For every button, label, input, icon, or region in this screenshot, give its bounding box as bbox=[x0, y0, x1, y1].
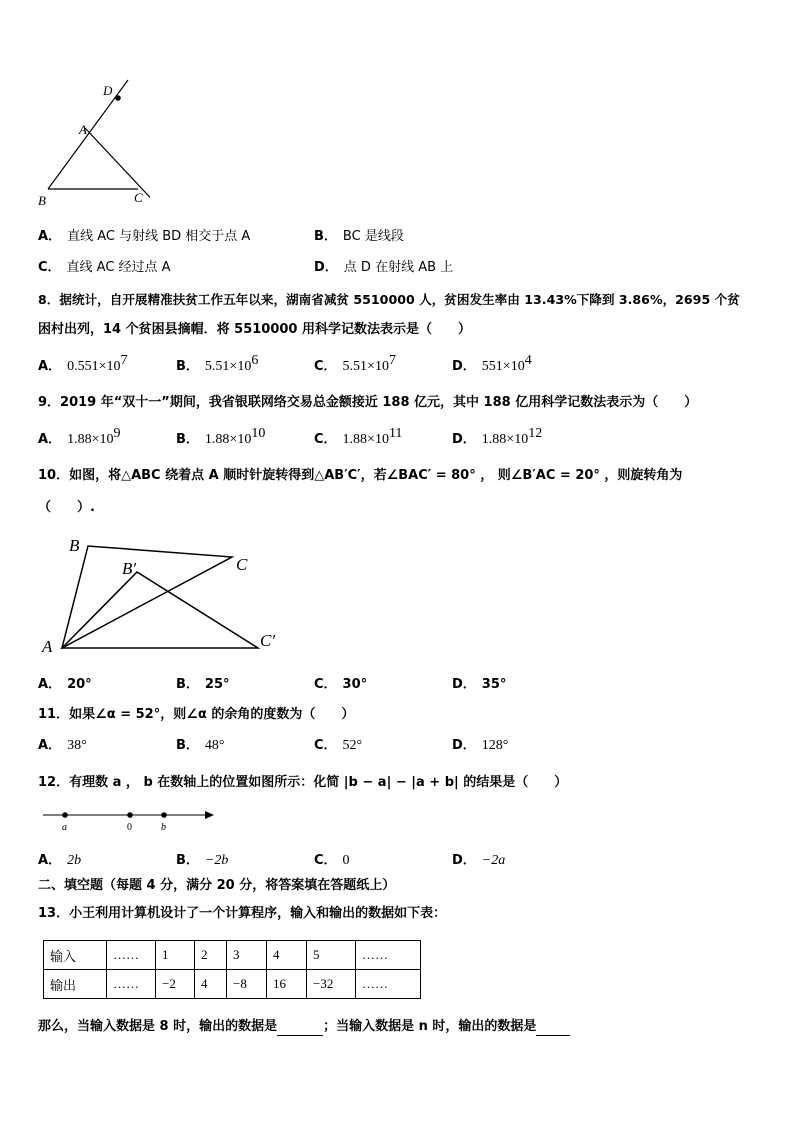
table-row-input bbox=[44, 941, 421, 970]
axis-arrow bbox=[205, 811, 214, 819]
answer-blank-2[interactable] bbox=[536, 1019, 570, 1036]
label-b-prime: B′ bbox=[122, 559, 137, 578]
table-cell: …… bbox=[107, 970, 156, 999]
label-b: B bbox=[38, 193, 46, 208]
q8-option-b[interactable]: B． $5.51\times 10^6$ bbox=[176, 353, 259, 374]
table-cell: 4 bbox=[267, 941, 307, 970]
point-zero bbox=[127, 812, 133, 818]
label-c-prime: C′ bbox=[260, 631, 276, 650]
q7-option-c[interactable]: C． 直线 AC 经过点 A bbox=[38, 260, 171, 275]
q9-option-c[interactable]: C． $1.88\times 10^{11}$ bbox=[314, 426, 403, 447]
table-cell: …… bbox=[356, 970, 421, 999]
q11-stem: 11．如果∠α = 52°，则∠α 的余角的度数为（ ） bbox=[38, 707, 355, 722]
triangle-ab-prime-c-prime bbox=[62, 572, 258, 648]
q9-stem: 9．2019 年“双十一”期间，我省银联网络交易总金额接近 188 亿元，其中 188 亿用科学记数法表示为（ ） bbox=[38, 395, 698, 410]
q13-answer-prompt-2: ；当输入数据是 n 时，输出的数据是 bbox=[323, 1019, 537, 1034]
q8-stem-line1: 8．据统计，自开展精准扶贫工作五年以来，湖南省减贫 5510000 人，贫困发生率由 13.43%下降到 3.86%，2695 个贫 bbox=[38, 292, 740, 307]
q13-stem: 13．小王利用计算机设计了一个计算程序，输入和输出的数据如下表： bbox=[38, 906, 447, 921]
io-table bbox=[43, 940, 421, 999]
q8-option-a[interactable]: A． $0.551\times 10^7$ bbox=[38, 353, 128, 374]
point-a bbox=[62, 812, 68, 818]
q8-stem-line2: 困村出列，14 个贫困县摘帽．将 5510000 用科学记数法表示是（ ） bbox=[38, 322, 471, 337]
q10-option-c[interactable]: C． 30° bbox=[314, 677, 368, 692]
label-b: b bbox=[161, 822, 166, 833]
point-b bbox=[161, 812, 167, 818]
q7-option-d[interactable]: D． 点 D 在射线 AB 上 bbox=[314, 260, 454, 275]
table-cell: 5 bbox=[307, 941, 356, 970]
table-cell: −2 bbox=[156, 970, 195, 999]
q9-option-b[interactable]: B． $1.88\times 10^{10}$ bbox=[176, 426, 266, 447]
q9-option-d[interactable]: D． $1.88\times 10^{12}$ bbox=[452, 426, 543, 447]
q12-stem: 12．有理数 a ， b 在数轴上的位置如图所示：化简 |b − a| − |a + b| 的结果是（ ） bbox=[38, 775, 568, 790]
answer-blank-1[interactable] bbox=[277, 1019, 323, 1036]
q10-option-a[interactable]: A． 20° bbox=[38, 677, 92, 692]
table-cell: 1 bbox=[156, 941, 195, 970]
q8-option-d[interactable]: D． $551\times 10^4$ bbox=[452, 353, 532, 374]
table-row-output bbox=[44, 970, 421, 999]
q7-figure bbox=[30, 78, 150, 213]
table-cell: …… bbox=[356, 941, 421, 970]
q11-option-a[interactable]: A． 38° bbox=[38, 738, 87, 753]
label-a: A bbox=[42, 637, 53, 656]
table-cell: −32 bbox=[307, 970, 356, 999]
table-cell: 输出 bbox=[44, 970, 107, 999]
q10-stem-line2: （ ）. bbox=[38, 500, 95, 515]
q11-option-c[interactable]: C． 52° bbox=[314, 738, 363, 753]
q12-option-a[interactable]: A． 2b bbox=[38, 853, 82, 868]
point-d bbox=[115, 95, 121, 101]
table-cell: −8 bbox=[227, 970, 267, 999]
label-zero: 0 bbox=[127, 822, 132, 833]
q10-option-b[interactable]: B． 25° bbox=[176, 677, 230, 692]
label-a: A bbox=[79, 122, 87, 137]
q7-option-a[interactable]: A． 直线 AC 与射线 BD 相交于点 A bbox=[38, 229, 251, 244]
q13-answer-line bbox=[38, 1018, 570, 1036]
table-cell: 16 bbox=[267, 970, 307, 999]
table-cell: 输入 bbox=[44, 941, 107, 970]
q13-answer-prompt-1: 那么，当输入数据是 8 时，输出的数据是 bbox=[38, 1019, 278, 1034]
q9-option-a[interactable]: A． $1.88\times 10^9$ bbox=[38, 426, 121, 447]
q11-option-b[interactable]: B． 48° bbox=[176, 738, 225, 753]
label-b: B bbox=[69, 536, 80, 555]
table-cell: 2 bbox=[195, 941, 227, 970]
table-cell: 4 bbox=[195, 970, 227, 999]
table-cell: 3 bbox=[227, 941, 267, 970]
q12-option-d[interactable]: D． −2a bbox=[452, 853, 506, 868]
q12-option-b[interactable]: B． −2b bbox=[176, 853, 229, 868]
q12-option-c[interactable]: C． 0 bbox=[314, 853, 350, 868]
q10-option-d[interactable]: D． 35° bbox=[452, 677, 507, 692]
q8-option-c[interactable]: C． $5.51\times 10^7$ bbox=[314, 353, 396, 374]
label-d: D bbox=[103, 83, 113, 98]
table-cell: …… bbox=[107, 941, 156, 970]
q11-option-d[interactable]: D． 128° bbox=[452, 738, 509, 753]
section-title-fill-in: 二、填空题（每题 4 分，满分 20 分，将答案填在答题纸上） bbox=[38, 878, 396, 893]
q7-option-b[interactable]: B． BC 是线段 bbox=[314, 229, 404, 244]
q12-number-line bbox=[40, 806, 220, 834]
label-c: C bbox=[236, 555, 248, 574]
label-c: C bbox=[134, 190, 143, 205]
triangle-abc bbox=[62, 546, 232, 648]
q10-figure bbox=[36, 532, 296, 662]
q10-stem-line1: 10．如图，将△ABC 绕着点 A 顺时针旋转得到△AB′C′，若∠BAC′ = 80° ， 则∠B′AC = 20° ，则旋转角为 bbox=[38, 468, 683, 483]
label-a: a bbox=[62, 822, 67, 833]
